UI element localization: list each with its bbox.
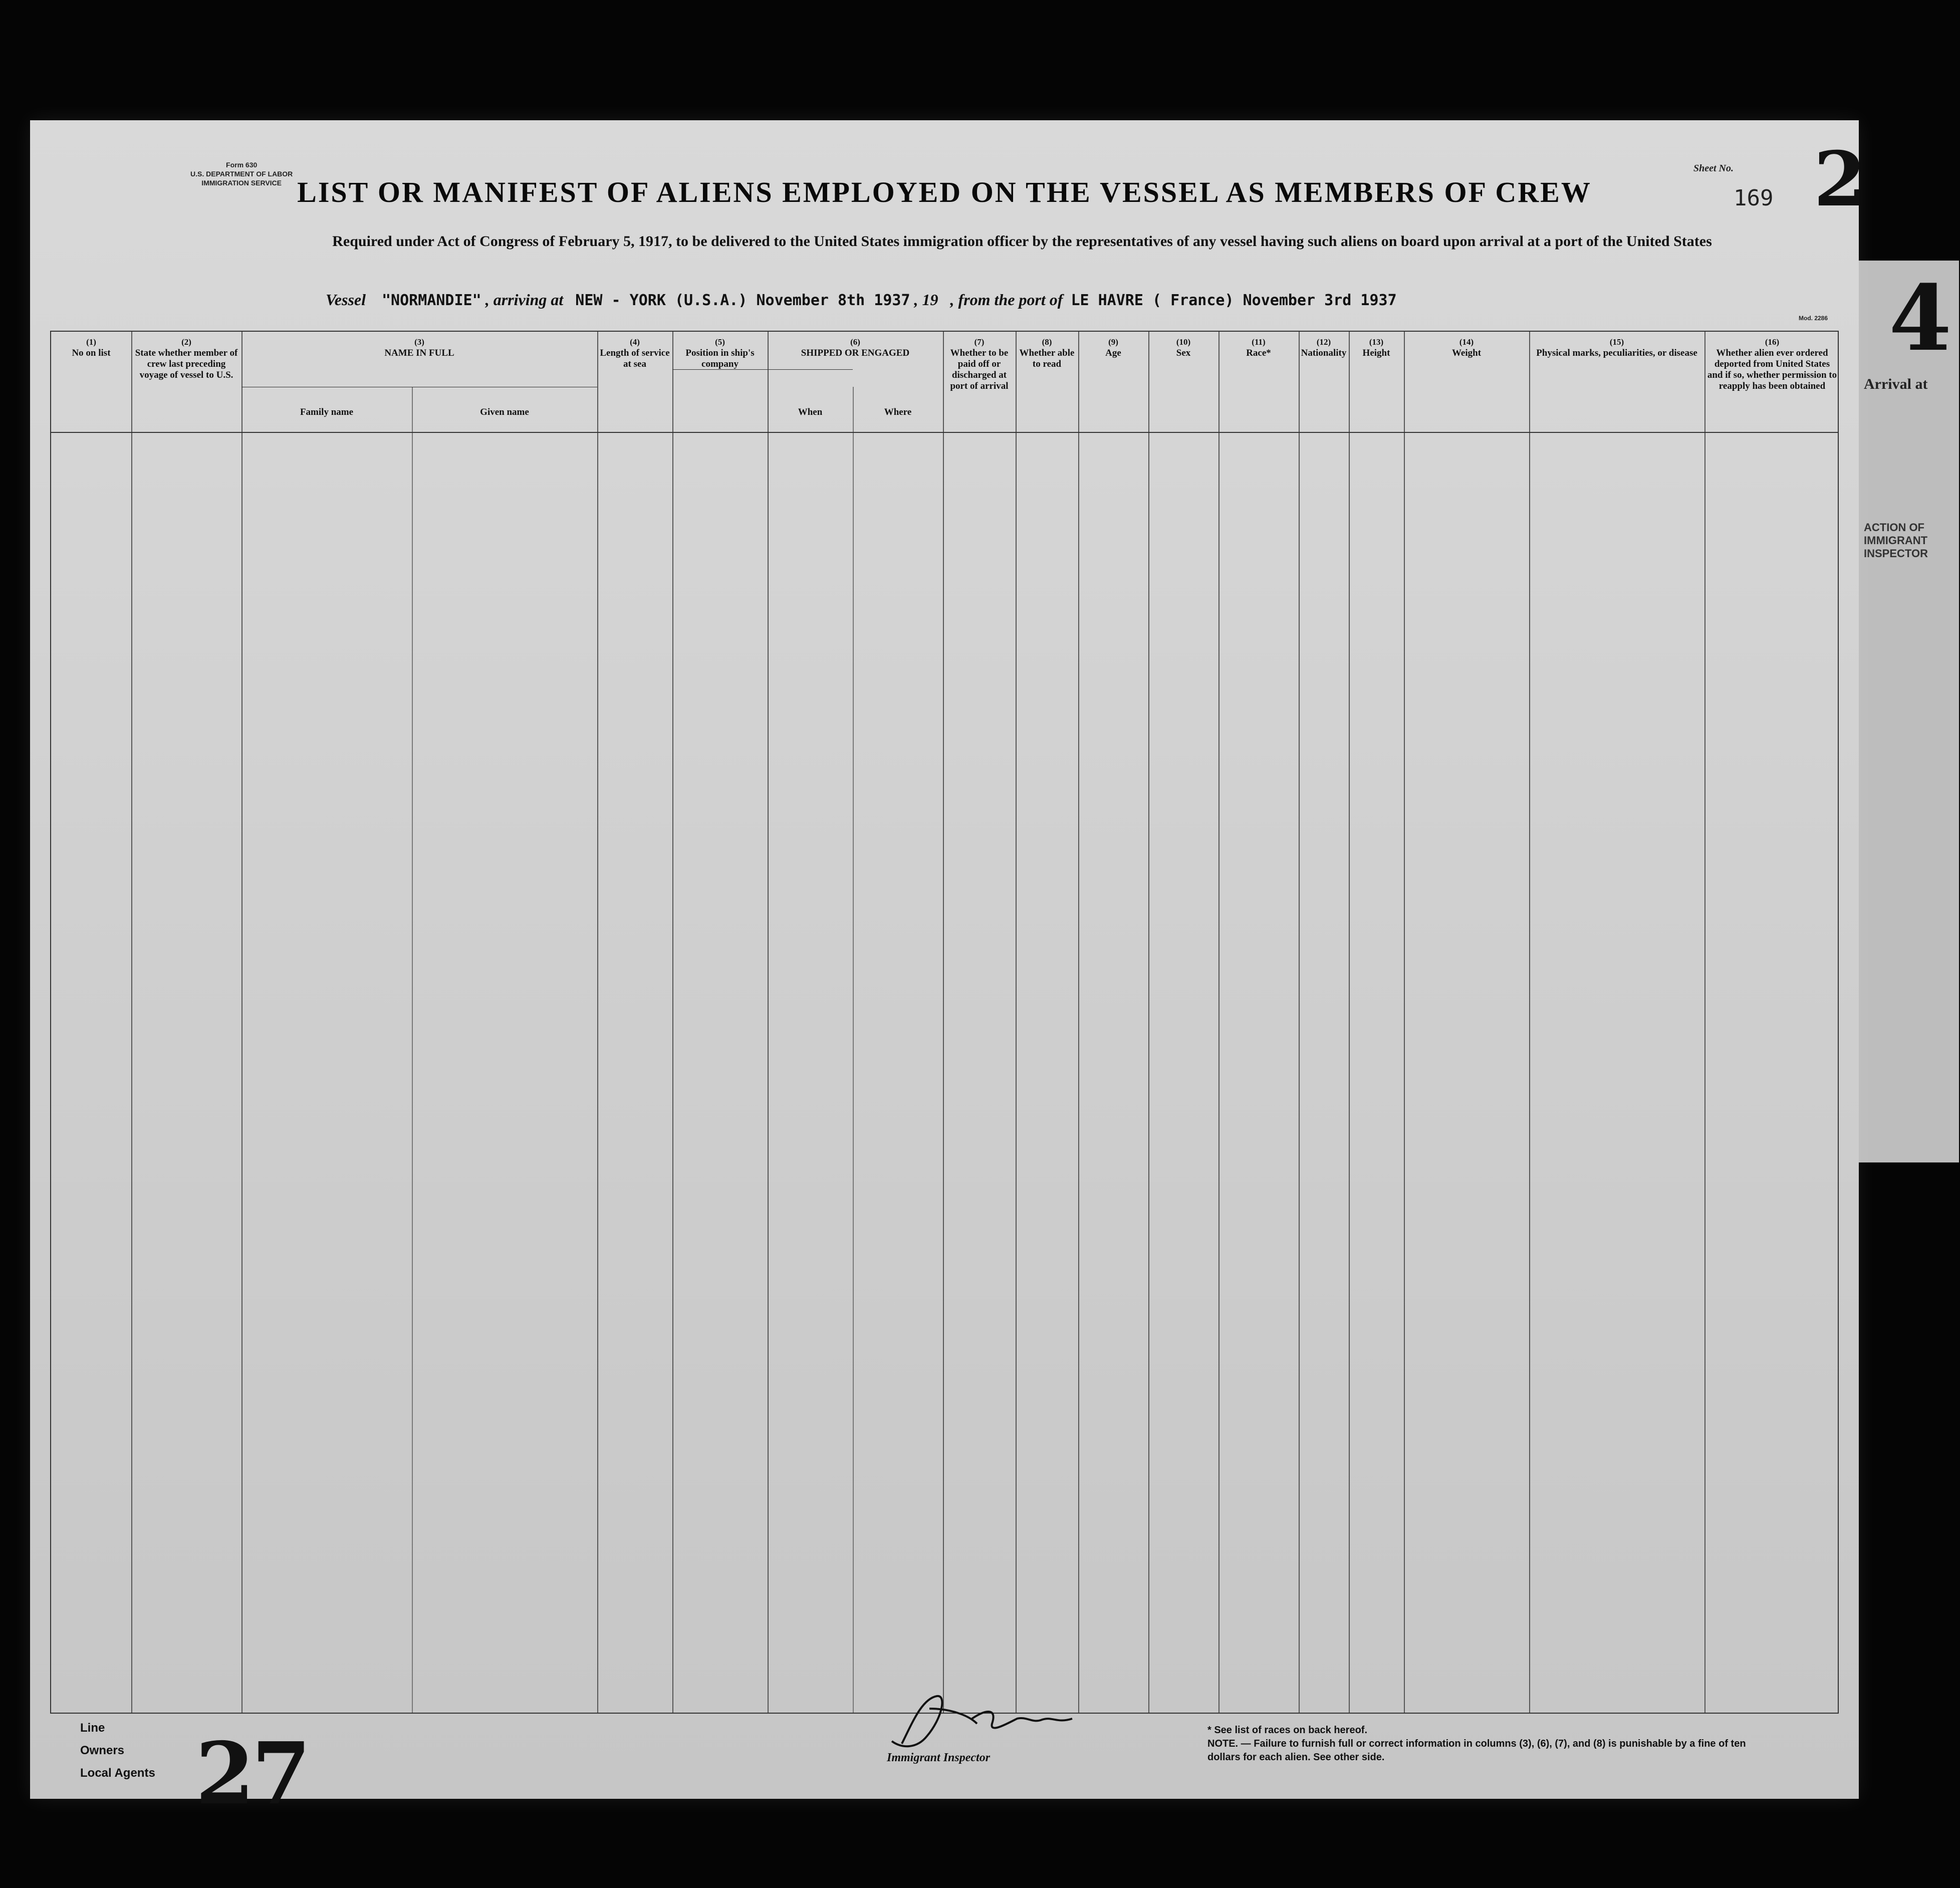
column-divider bbox=[1078, 332, 1079, 1713]
column-divider bbox=[597, 332, 598, 1713]
column-header bbox=[945, 337, 1014, 392]
column-label: Length of service at sea bbox=[600, 348, 670, 369]
adjacent-sheet-arrival: Arrival at bbox=[1864, 376, 1928, 392]
column-subheader: Where bbox=[884, 407, 912, 417]
column-label: Nationality bbox=[1301, 348, 1347, 358]
column-number: (7) bbox=[974, 337, 985, 347]
column-number: (8) bbox=[1042, 337, 1052, 347]
column-divider bbox=[241, 332, 242, 1713]
footer-owners-label: Owners bbox=[80, 1744, 125, 1757]
column-number: (2) bbox=[181, 337, 191, 347]
column-number: (5) bbox=[715, 337, 725, 347]
column-number: (14) bbox=[1459, 337, 1474, 347]
column-header bbox=[1406, 337, 1527, 359]
column-label: Race* bbox=[1246, 348, 1271, 358]
column-number: (12) bbox=[1316, 337, 1331, 347]
column-label: Physical marks, peculiarities, or disease bbox=[1536, 348, 1697, 358]
column-subheader: When bbox=[798, 407, 823, 417]
column-header bbox=[1150, 337, 1216, 359]
column-header bbox=[133, 337, 239, 381]
column-header bbox=[1706, 337, 1838, 392]
column-number: (13) bbox=[1369, 337, 1384, 347]
handwritten-number: 169 bbox=[1734, 185, 1774, 211]
adjacent-sheet-flap bbox=[1859, 261, 1959, 1162]
column-number: (1) bbox=[86, 337, 96, 347]
column-divider bbox=[1299, 332, 1300, 1713]
column-label: Whether to be paid off or discharged at port of arrival bbox=[950, 348, 1009, 391]
footer-agents-label: Local Agents bbox=[80, 1766, 155, 1780]
column-header bbox=[1301, 337, 1347, 359]
column-header bbox=[1080, 337, 1146, 359]
column-number: (3) bbox=[414, 337, 424, 347]
column-subheader: Given name bbox=[480, 407, 529, 417]
column-label: Position in ship's company bbox=[685, 348, 755, 369]
sheet-label: Sheet No. bbox=[1693, 163, 1734, 174]
column-header bbox=[243, 337, 595, 359]
vessel-name: "NORMANDIE" bbox=[382, 292, 481, 309]
column-label: Height bbox=[1362, 348, 1390, 358]
column-number: (10) bbox=[1176, 337, 1191, 347]
column-subheader: Family name bbox=[300, 407, 354, 417]
footer-notes: * See list of races on back hereof. NOTE. — Failure to furnish full or correct information in columns (3), (6), (7), and (8) is punishable by a fine of ten dollars for each alien. See other side. bbox=[1207, 1725, 1746, 1763]
vessel-line: Vessel "NORMANDIE" , arriving at NEW - YORK (U.S.A.) November 8th 1937 , 19 , from the port of LE HAVRE ( France) November 3rd 1937 bbox=[326, 291, 1397, 309]
column-header bbox=[1351, 337, 1402, 359]
inspector-signature bbox=[882, 1689, 1092, 1754]
departure-info: LE HAVRE ( France) November 3rd 1937 bbox=[1071, 292, 1397, 309]
column-label: Whether able to read bbox=[1019, 348, 1075, 369]
column-label: SHIPPED OR ENGAGED bbox=[801, 348, 910, 358]
column-divider bbox=[853, 387, 854, 1713]
column-label: NAME IN FULL bbox=[384, 348, 454, 358]
column-header bbox=[1220, 337, 1297, 359]
column-header bbox=[599, 337, 670, 370]
column-divider bbox=[1404, 332, 1405, 1713]
column-divider bbox=[943, 332, 944, 1713]
column-header bbox=[1531, 337, 1702, 359]
page-title: LIST OR MANIFEST OF ALIENS EMPLOYED ON THE VESSEL AS MEMBERS OF CREW bbox=[297, 176, 1592, 208]
column-label: Whether alien ever ordered deported from United States and if so, whether permission to reapply has been obtained bbox=[1707, 348, 1837, 391]
form-tag: Form 630 U.S. DEPARTMENT OF LABOR IMMIGRATION SERVICE bbox=[190, 161, 293, 187]
column-divider bbox=[412, 387, 413, 1713]
column-number: (16) bbox=[1765, 337, 1780, 347]
header-divider bbox=[51, 432, 1838, 433]
column-label: Weight bbox=[1451, 348, 1482, 358]
column-divider bbox=[672, 332, 673, 1713]
column-label: No on list bbox=[72, 348, 111, 358]
column-number: (6) bbox=[850, 337, 860, 347]
arrival-info: NEW - YORK (U.S.A.) November 8th 1937 bbox=[575, 292, 910, 309]
manifest-sheet bbox=[30, 120, 1866, 1824]
column-number: (15) bbox=[1609, 337, 1624, 347]
inspector-label: Immigrant Inspector bbox=[887, 1751, 991, 1764]
column-header bbox=[1018, 337, 1076, 370]
footer-line-label: Line bbox=[80, 1721, 105, 1735]
column-label: Age bbox=[1105, 348, 1121, 358]
adjacent-sheet-number: 4 bbox=[1889, 266, 1952, 371]
column-divider bbox=[1218, 332, 1219, 1713]
column-header bbox=[770, 337, 941, 359]
column-label: State whether member of crew last preceding voyage of vessel to U.S. bbox=[135, 348, 238, 380]
column-header bbox=[674, 337, 766, 370]
column-divider bbox=[1349, 332, 1350, 1713]
adjacent-sheet-action: ACTION OF IMMIGRANT INSPECTOR bbox=[1864, 521, 1928, 560]
column-divider bbox=[768, 332, 769, 1713]
column-divider bbox=[1704, 332, 1705, 1713]
column-divider bbox=[131, 332, 132, 1713]
column-number: (4) bbox=[630, 337, 640, 347]
form-mod: Mod. 2286 bbox=[1799, 315, 1828, 322]
crew-table bbox=[50, 331, 1839, 1714]
page-subtitle: Required under Act of Congress of February 5, 1917, to be delivered to the United States immigration officer by the representatives of any vessel having such aliens on board upon arrival at a port of the United States bbox=[332, 233, 1712, 250]
column-number: (9) bbox=[1108, 337, 1118, 347]
sheet-count-stamp: 27 bbox=[195, 1724, 308, 1824]
column-header bbox=[53, 337, 129, 359]
column-number: (11) bbox=[1252, 337, 1266, 347]
column-divider bbox=[1148, 332, 1149, 1713]
sheet-number: 2 bbox=[1814, 135, 1866, 223]
column-label: Sex bbox=[1176, 348, 1191, 358]
column-divider bbox=[1529, 332, 1530, 1713]
column-divider bbox=[1016, 332, 1017, 1713]
